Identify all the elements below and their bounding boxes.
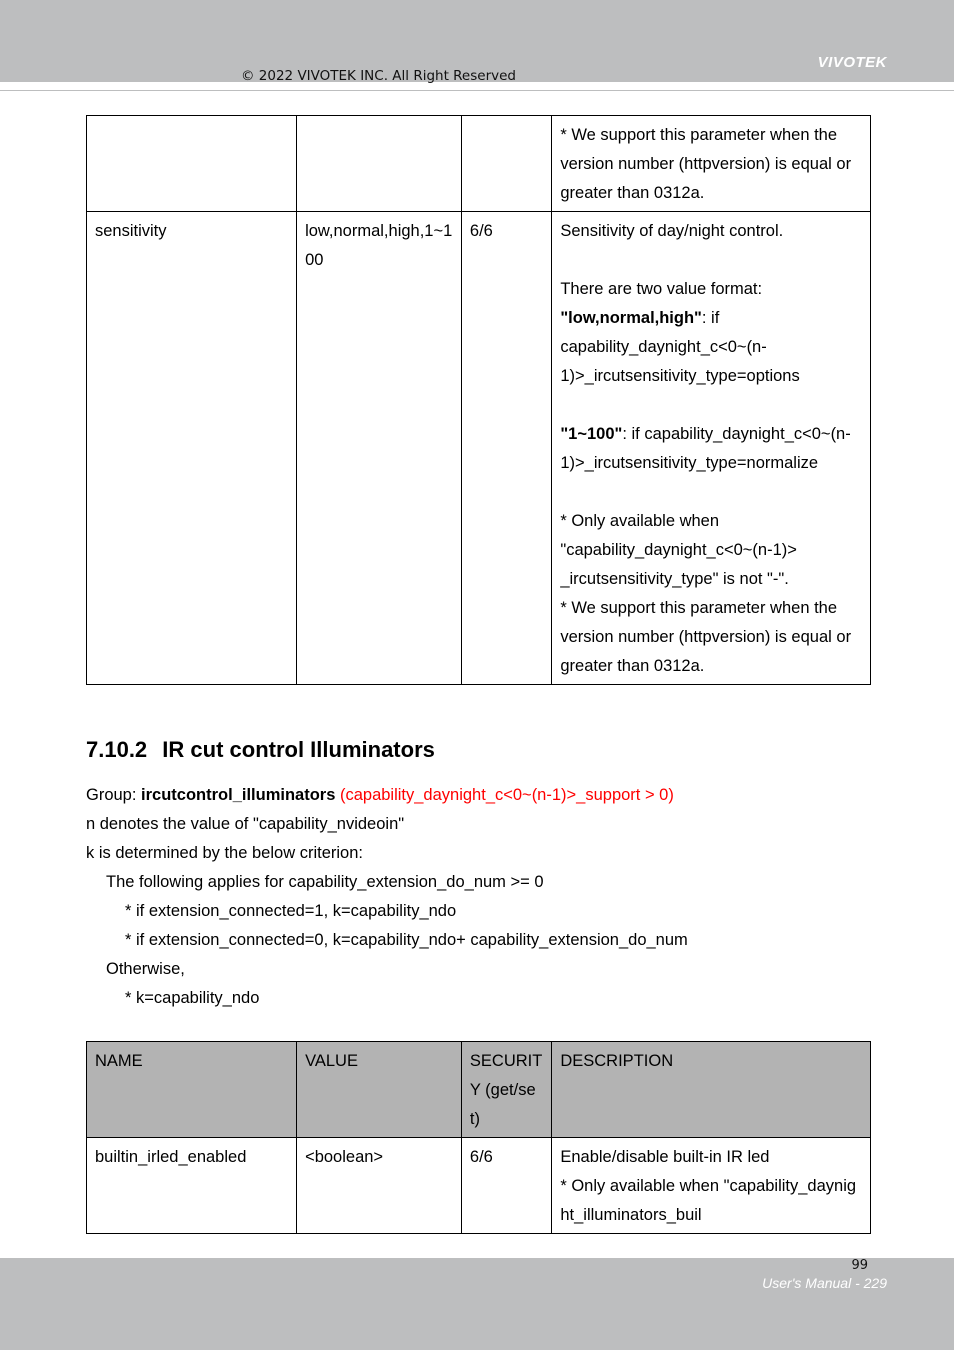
- section-title: IR cut control Illuminators: [162, 737, 435, 762]
- table-row: [87, 212, 871, 685]
- cell-security: 6/6: [461, 212, 551, 685]
- section-number: 7.10.2: [86, 737, 148, 762]
- description-format: [560, 304, 862, 391]
- cell-name: sensitivity: [87, 212, 297, 685]
- group-name: ircutcontrol_illuminators: [141, 786, 336, 804]
- description-text: Enable/disable built-in IR led: [560, 1148, 770, 1166]
- info-line: k is determined by the below criterion:: [86, 844, 363, 862]
- group-line: [86, 781, 876, 810]
- table-header-row: [87, 1042, 871, 1138]
- info-line: Otherwise,: [106, 960, 185, 978]
- cell-value: [297, 116, 462, 212]
- brand-logo-text: VIVOTEK: [817, 54, 887, 71]
- format-value: "1~100": [560, 425, 623, 443]
- group-label: Group:: [86, 786, 142, 804]
- info-line: * k=capability_ndo: [125, 989, 260, 1007]
- cell-security: [461, 116, 551, 212]
- description-text: There are two value format:: [560, 280, 763, 298]
- copyright-notice: © 2022 VIVOTEK INC. All Right Reserved: [241, 68, 516, 84]
- description-note: * Only available when "capability_daynight_illuminators_buil: [560, 1177, 857, 1224]
- table-row: [87, 1138, 871, 1234]
- parameter-table: [86, 1041, 871, 1234]
- cell-name: [87, 116, 297, 212]
- format-condition: : if capability_daynight_c<0~(n-1)>_ircutsensitivity_type=normalize: [560, 425, 851, 472]
- cell-security: 6/6: [461, 1138, 551, 1234]
- header-description: DESCRIPTION: [552, 1042, 871, 1138]
- page-number: 99: [851, 1258, 868, 1273]
- table-row: [87, 116, 871, 212]
- info-line: n denotes the value of "capability_nvideoin": [86, 815, 405, 833]
- cell-description: [552, 1138, 871, 1234]
- info-line: The following applies for capability_extension_do_num >= 0: [106, 873, 544, 891]
- description-note: * Only available when "capability_daynight_c<0~(n-1)> _ircutsensitivity_type" is not "-".: [560, 512, 797, 588]
- format-value: "low,normal,high": [560, 309, 702, 327]
- header-divider: [0, 90, 954, 91]
- cell-value: low,normal,high,1~100: [297, 212, 462, 685]
- cell-description: * We support this parameter when the version number (httpversion) is equal or greater than 0312a.: [552, 116, 871, 212]
- info-line: * if extension_connected=0, k=capability_ndo+ capability_extension_do_num: [125, 931, 688, 949]
- header-value: VALUE: [297, 1042, 462, 1138]
- info-line: * if extension_connected=1, k=capability_ndo: [125, 902, 457, 920]
- description-note: * We support this parameter when the version number (httpversion) is equal or greater than 0312a.: [560, 599, 852, 675]
- description-format: [560, 420, 862, 478]
- manual-page-reference: User's Manual - 229: [762, 1275, 887, 1291]
- parameter-table-continued: [86, 115, 871, 685]
- cell-name: builtin_irled_enabled: [87, 1138, 297, 1234]
- group-info: [86, 781, 876, 1013]
- section-heading: [86, 737, 435, 763]
- cell-description: [552, 212, 871, 685]
- format-condition: : if capability_daynight_c<0~(n-1)>_ircutsensitivity_type=options: [560, 309, 800, 385]
- description-text: Sensitivity of day/night control.: [560, 222, 784, 240]
- footer-bar: [0, 1258, 954, 1350]
- cell-value: <boolean>: [297, 1138, 462, 1234]
- header-security: SECURITY (get/set): [461, 1042, 551, 1138]
- group-condition: (capability_daynight_c<0~(n-1)>_support > 0): [335, 786, 674, 804]
- header-name: NAME: [87, 1042, 297, 1138]
